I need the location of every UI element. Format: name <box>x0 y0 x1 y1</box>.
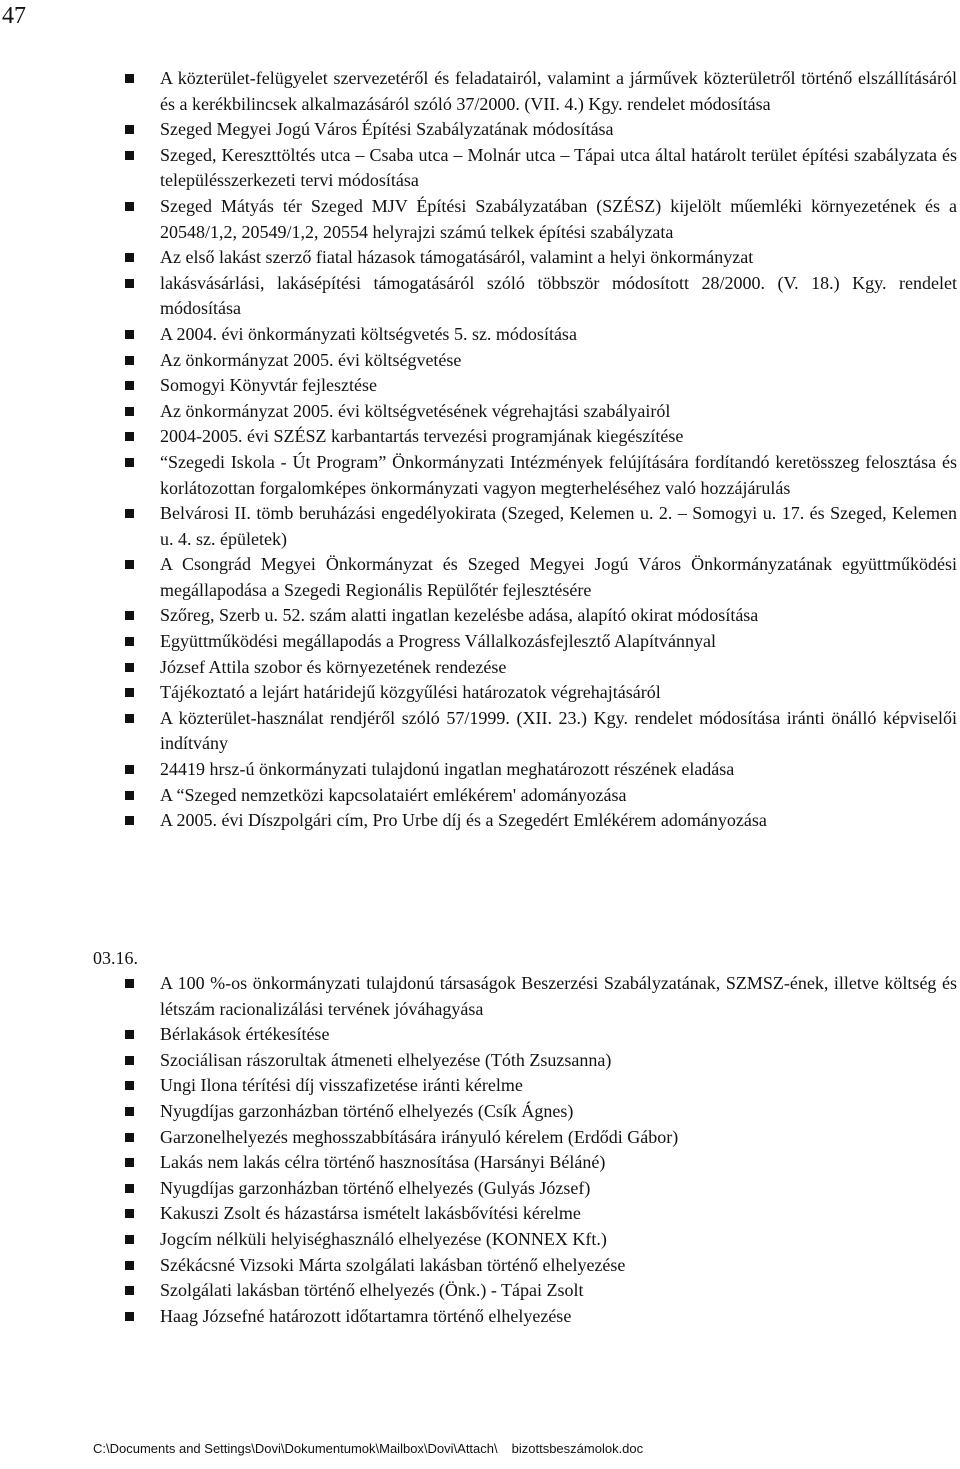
list-item: József Attila szobor és környezetének rendezése <box>125 655 957 681</box>
list-item: 2004-2005. évi SZÉSZ karbantartás tervezési programjának kiegészítése <box>125 424 957 450</box>
list-item: Tájékoztató a lejárt határidejű közgyűlési határozatok végrehajtásáról <box>125 680 957 706</box>
list-item: Szeged Mátyás tér Szeged MJV Építési Szabályzatában (SZÉSZ) kijelölt műemléki környezetének és a 20548/1,2, 20549/1,2, 20554 helyrajzi számú telkek építési szabályzata <box>125 194 957 245</box>
section-date: 03.16. <box>93 948 138 968</box>
list-item: Bérlakások értékesítése <box>125 1022 957 1048</box>
list-item: Jogcím nélküli helyiséghasználó elhelyezése (KONNEX Kft.) <box>125 1227 957 1253</box>
page-number: 47 <box>2 3 26 29</box>
list-item: Székácsné Vizsoki Márta szolgálati lakásban történő elhelyezése <box>125 1253 957 1279</box>
list-item: A közterület-felügyelet szervezetéről és feladatairól, valamint a járművek közterületről történő elszállításáról és a kerékbilincsek alkalmazásáról szóló 37/2000. (VII. 4.) Kgy. rendelet módosítása <box>125 66 957 117</box>
list-item: Szeged, Kereszttöltés utca – Csaba utca – Molnár utca – Tápai utca által határolt terület építési szabályzata és településszerkezeti tervi módosítása <box>125 143 957 194</box>
agenda-list-2 <box>125 971 957 1329</box>
list-item: Lakás nem lakás célra történő hasznosítása (Harsányi Béláné) <box>125 1150 957 1176</box>
list-item: Haag Józsefné határozott időtartamra történő elhelyezése <box>125 1304 957 1330</box>
list-item: Az önkormányzat 2005. évi költségvetése <box>125 348 957 374</box>
list-item: A 2005. évi Díszpolgári cím, Pro Urbe díj és a Szegedért Emlékérem adományozása <box>125 808 957 834</box>
list-item: Kakuszi Zsolt és házastársa ismételt lakásbővítési kérelme <box>125 1201 957 1227</box>
list-item: Együttműködési megállapodás a Progress Vállalkozásfejlesztő Alapítvánnyal <box>125 629 957 655</box>
list-item: Ungi Ilona térítési díj visszafizetése iránti kérelme <box>125 1073 957 1099</box>
list-item: lakásvásárlási, lakásépítési támogatásáról szóló többször módosított 28/2000. (V. 18.) Kgy. rendelet módosítása <box>125 271 957 322</box>
footer-path: C:\Documents and Settings\Dovi\Dokumentumok\Mailbox\Dovi\Attach\ <box>93 1441 498 1456</box>
list-item: A közterület-használat rendjéről szóló 57/1999. (XII. 23.) Kgy. rendelet módosítása iránti önálló képviselői indítvány <box>125 706 957 757</box>
footer <box>93 1440 643 1458</box>
list-item: Garzonelhelyezés meghosszabbítására irányuló kérelem (Erdődi Gábor) <box>125 1125 957 1151</box>
list-item: Az önkormányzat 2005. évi költségvetésének végrehajtási szabályairól <box>125 399 957 425</box>
list-item: Szőreg, Szerb u. 52. szám alatti ingatlan kezelésbe adása, alapító okirat módosítása <box>125 603 957 629</box>
list-item: Szociálisan rászorultak átmeneti elhelyezése (Tóth Zsuzsanna) <box>125 1048 957 1074</box>
list-item: Nyugdíjas garzonházban történő elhelyezés (Gulyás József) <box>125 1176 957 1202</box>
list-item: “Szegedi Iskola - Út Program” Önkormányzati Intézmények felújítására fordítandó keretösszeg felosztása és korlátozottan forgalomképes önkormányzati vagyon megterheléséhez való hozzájárulás <box>125 450 957 501</box>
list-item: Nyugdíjas garzonházban történő elhelyezés (Csík Ágnes) <box>125 1099 957 1125</box>
footer-filename: bizottsbeszámolok.doc <box>511 1441 644 1456</box>
list-item: Belvárosi II. tömb beruházási engedélyokirata (Szeged, Kelemen u. 2. – Somogyi u. 17. és Szeged, Kelemen u. 4. sz. épületek) <box>125 501 957 552</box>
list-item: A “Szeged nemzetközi kapcsolataiért emlékérem' adományozása <box>125 783 957 809</box>
list-item: Az első lakást szerző fiatal házasok támogatásáról, valamint a helyi önkormányzat <box>125 245 957 271</box>
list-item: A Csongrád Megyei Önkormányzat és Szeged Megyei Jogú Város Önkormányzatának együttműködési megállapodása a Szegedi Regionális Repülőtér fejlesztésére <box>125 552 957 603</box>
list-item: Somogyi Könyvtár fejlesztése <box>125 373 957 399</box>
list-item: Szeged Megyei Jogú Város Építési Szabályzatának módosítása <box>125 117 957 143</box>
list-item: A 100 %-os önkormányzati tulajdonú társaságok Beszerzési Szabályzatának, SZMSZ-ének, illetve költség és létszám racionalizálási tervének jóváhagyása <box>125 971 957 1022</box>
list-item: Szolgálati lakásban történő elhelyezés (Önk.) - Tápai Zsolt <box>125 1278 957 1304</box>
list-item: A 2004. évi önkormányzati költségvetés 5. sz. módosítása <box>125 322 957 348</box>
agenda-list-1 <box>125 66 957 834</box>
list-item: 24419 hrsz-ú önkormányzati tulajdonú ingatlan meghatározott részének eladása <box>125 757 957 783</box>
